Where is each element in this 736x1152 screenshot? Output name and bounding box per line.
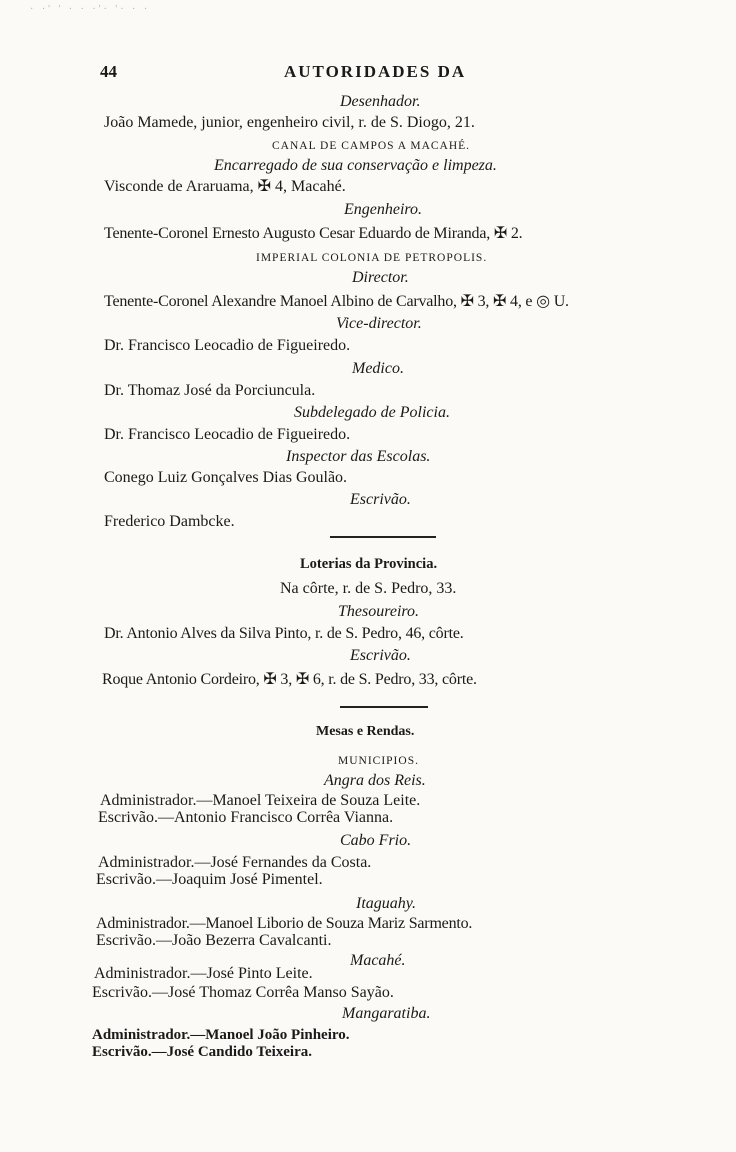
entry-line: Dr. Antonio Alves da Silva Pinto, r. de S. Pedro, 46, côrte.: [104, 625, 464, 642]
place-heading: Mangaratiba.: [342, 1005, 431, 1022]
role-line: Thesoureiro.: [338, 603, 420, 620]
role-line: Engenheiro.: [344, 201, 423, 218]
divider: [330, 536, 436, 538]
entry-line: Administrador.—José Fernandes da Costa.: [98, 854, 372, 871]
entry-line: Conego Luiz Gonçalves Dias Goulão.: [104, 469, 348, 486]
entry-line: Dr. Thomaz José da Porciuncula.: [104, 382, 316, 399]
section-heading: Loterias da Provincia.: [300, 556, 438, 572]
section-heading: CANAL DE CAMPOS A MACAHÉ.: [272, 140, 471, 152]
entry-line: Dr. Francisco Leocadio de Figueiredo.: [104, 426, 351, 443]
entry-line: João Mamede, junior, engenheiro civil, r. de S. Diogo, 21.: [104, 114, 475, 131]
place-heading: Angra dos Reis.: [324, 772, 426, 789]
role-line: Escrivão.: [350, 647, 411, 664]
entry-line: Escrivão.—Antonio Francisco Corrêa Vianna.: [98, 809, 394, 826]
section-heading: Mesas e Rendas.: [316, 724, 415, 739]
entry-line: Administrador.—Manoel Teixeira de Souza Leite.: [100, 792, 421, 809]
entry-line: Escrivão.—José Thomaz Corrêa Manso Sayão.: [92, 984, 394, 1001]
place-heading: Macahé.: [350, 952, 406, 969]
entry-line: Roque Antonio Cordeiro, ✠ 3, ✠ 6, r. de S. Pedro, 33, côrte.: [102, 671, 477, 688]
role-line: Subdelegado de Policia.: [294, 404, 450, 421]
entry-line: Escrivão.—José Candido Teixeira.: [92, 1044, 313, 1060]
place-heading: Cabo Frio.: [340, 832, 412, 849]
entry-line: Escrivão.—João Bezerra Cavalcanti.: [96, 932, 332, 949]
place-heading: Itaguahy.: [356, 895, 416, 912]
role-line: Encarregado de sua conservação e limpeza.: [214, 157, 497, 174]
entry-line: Na côrte, r. de S. Pedro, 33.: [280, 580, 457, 597]
entry-line: Tenente-Coronel Ernesto Augusto Cesar Eduardo de Miranda, ✠ 2.: [104, 225, 523, 242]
role-desenhador: Desenhador.: [340, 93, 421, 110]
entry-line: Frederico Dambcke.: [104, 513, 235, 530]
entry-line: Escrivão.—Joaquim José Pimentel.: [96, 871, 323, 888]
page-header: AUTORIDADES DA: [284, 62, 467, 81]
entry-line: Administrador.—Manoel Liborio de Souza Mariz Sarmento.: [96, 915, 473, 932]
page-number: 44: [100, 62, 117, 81]
role-line: Escrivão.: [350, 491, 411, 508]
entry-line: Administrador.—José Pinto Leite.: [94, 965, 313, 982]
entry-line: Tenente-Coronel Alexandre Manoel Albino de Carvalho, ✠ 3, ✠ 4, e ◎ U.: [104, 293, 569, 310]
role-line: Vice-director.: [336, 315, 422, 332]
section-heading: MUNICIPIOS.: [338, 755, 419, 767]
entry-line: Dr. Francisco Leocadio de Figueiredo.: [104, 337, 351, 354]
scan-noise: · ·' ' · · ·'· '· · ·: [30, 4, 151, 15]
divider: [340, 706, 428, 708]
role-line: Inspector das Escolas.: [286, 448, 431, 465]
section-heading: IMPERIAL COLONIA DE PETROPOLIS.: [256, 252, 488, 264]
role-line: Medico.: [352, 360, 404, 377]
entry-line: Visconde de Araruama, ✠ 4, Macahé.: [104, 178, 346, 195]
entry-line: Administrador.—Manoel João Pinheiro.: [92, 1027, 350, 1043]
role-line: Director.: [352, 269, 409, 286]
